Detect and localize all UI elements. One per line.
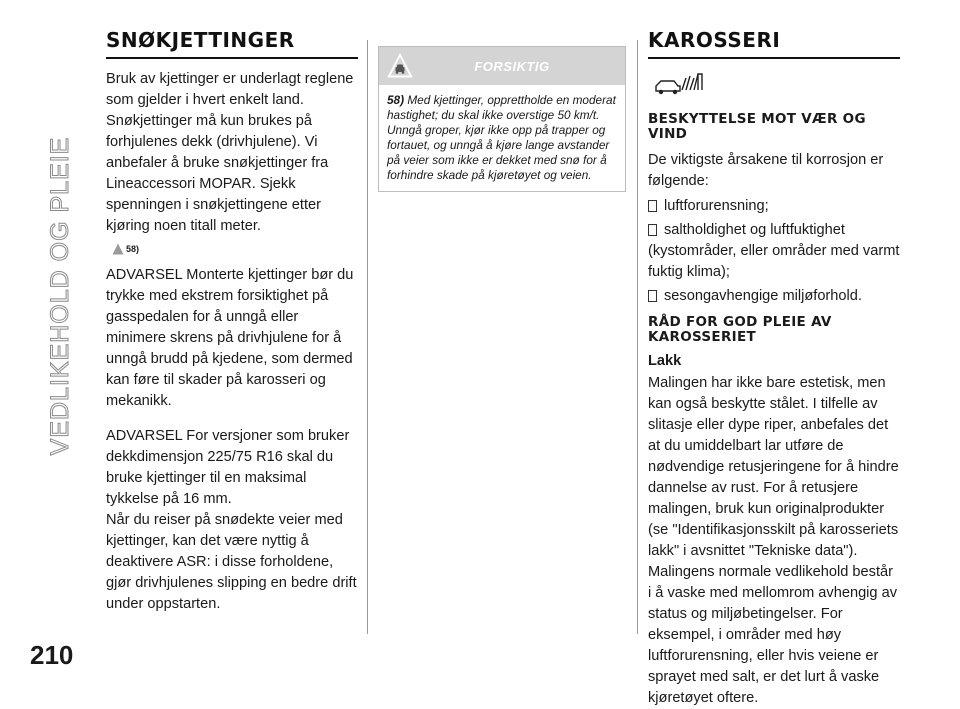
- list-item: sesongavhengige miljøforhold.: [648, 286, 900, 307]
- section-title-snow-chains: SNØKJETTINGER: [106, 28, 358, 59]
- list-item: luftforurensning;: [648, 196, 900, 217]
- bodywork-column: [648, 28, 900, 709]
- caution-note-number: 58): [387, 93, 405, 107]
- corrosion-intro: De viktigste årsakene til korrosjon er følgende:: [648, 152, 884, 189]
- caution-header: [379, 47, 625, 85]
- warning-paragraph-1: ADVARSEL Monterte kjettinger bør du trykke med ekstrem forsiktighet på gasspedalen for å unngå eller minimere skrens på drivhjulene for å unngå brudd på kjedene, som dermed kan føre til skader på karosseri og mekanikk.: [106, 267, 354, 409]
- caution-text: [379, 85, 625, 191]
- section-title-bodywork: KAROSSERI: [648, 28, 900, 59]
- side-section-title: VEDLIKEHOLD OG PLEIE: [46, 136, 74, 456]
- warning-triangle-icon: [112, 243, 124, 255]
- warning-paragraph-2: ADVARSEL For versjoner som bruker dekkdimensjon 225/75 R16 skal du bruke kjettinger til en maksimal tykkelse på 16 mm.: [106, 428, 350, 507]
- asr-paragraph: Når du reiser på snødekte veier med kjettinger, kan det være nyttig å deaktivere ASR: i disse forholdene, gjør drivhjulenes slipping en bedre drift under oppstarten.: [106, 512, 357, 612]
- paint-label: Lakk: [648, 353, 682, 369]
- list-item-continuation: (kystområder, eller områder med varmt fuktig klima);: [648, 243, 900, 280]
- list-item: saltholdighet og luftfuktighet: [648, 220, 900, 241]
- paint-text: Malingen har ikke bare estetisk, men kan også beskytte stålet. I tilfelle av slitasje eller dype riper, anbefales det at du umiddelbart lar utføre de nødvendige retusjeringene for å hindre dannelse av rust. For å retusjere malingen, bruk kun originalprodukter (se "Identifikasjonsskilt på karosseriets lakk" i avsnittet "Tekniske data"). Malingens normale vedlikehold består i å vaske med mellomrom avhengig av status og miljøbetingelser. For eksempel, i områder med høy luftforurensning, eller hvis veiene er sprayet med salt, er det lurt å vaske kjøretøyet oftere.: [648, 375, 899, 706]
- snow-chains-column: [106, 28, 358, 615]
- checkbox-bullet-icon: [648, 224, 657, 236]
- caution-car-icon: [387, 53, 413, 79]
- caution-label: FORSIKTIG: [474, 58, 550, 74]
- column-divider: [367, 40, 368, 634]
- checkbox-bullet-icon: [648, 200, 657, 212]
- reference-number: 58): [126, 244, 140, 254]
- checkbox-bullet-icon: [648, 290, 657, 302]
- caution-note-text: Med kjettinger, opprettholde en moderat hastighet; du skal ikke overstige 50 km/t. Unngå groper, kjør ikke opp på trapper og fortauet, og unngå å kjøre lange avstander på veier som ikke er dekket med snø for å forhindre skade på kjøretøyet og veien.: [387, 93, 616, 182]
- caution-column: [378, 46, 626, 192]
- column-divider: [637, 40, 638, 634]
- snow-chains-intro: Bruk av kjettinger er underlagt reglene som gjelder i hvert enkelt land. Snøkjettinger må kun brukes på forhjulenes dekk (drivhjulene). Vi anbefaler å bruke snøkjettinger fra Lineaccessori MOPAR. Sjekk spenningen i snøkjettingene etter kjøring noen titall meter.: [106, 71, 354, 234]
- weather-protection-heading: BESKYTTELSE MOT VÆR OG VIND: [648, 111, 866, 142]
- car-spray-icon: [652, 71, 708, 97]
- page-number: 210: [30, 640, 74, 670]
- care-advice-heading: RÅD FOR GOD PLEIE AV KAROSSERIET: [648, 314, 832, 345]
- caution-box: [378, 46, 626, 192]
- caution-reference: [112, 243, 358, 255]
